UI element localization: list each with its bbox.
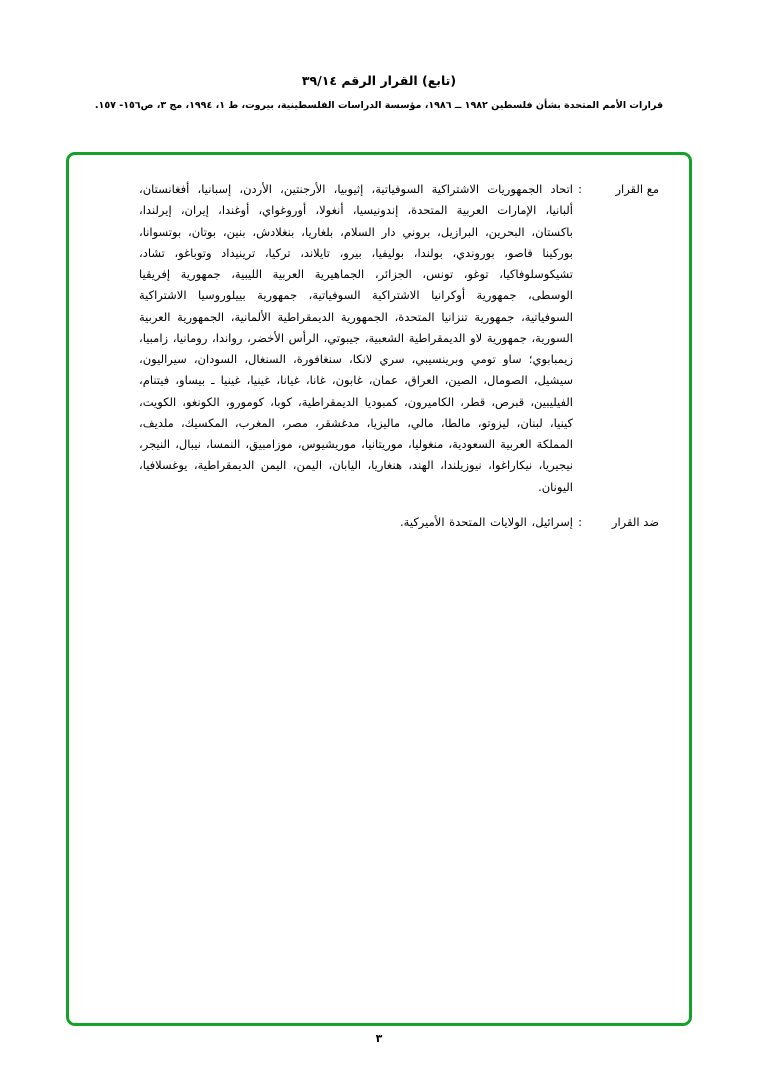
vote-entry-for (139, 179, 659, 498)
page-number: ٣ (375, 1032, 383, 1045)
document-header (0, 72, 758, 113)
page-title: (تابع) القرار الرقم ٣٩/١٤ (301, 73, 457, 88)
vote-entry-against (139, 512, 659, 533)
vote-entry-countries: اتحاد الجمهوريات الاشتراكية السوفياتية، إثيوبيا، الأرجنتين، الأردن، إسبانيا، أفغانستان، ألبانيا، الإمارات العربية المتحدة، إندونيسيا، أنغولا، أوروغواي، أوغندا، إيران، إيرلندا، باكستان، البحرين، البرازيل، بروني دار السلام، بلغاريا، بنغلادش، بنين، بوتان، بوتسوانا، بوركينا فاصو، بوروندي، بولندا، بوليفيا، بيرو، تايلاند، تركيا، ترينيداد وتوباغو، تشاد، تشيكوسلوفاكيا، توغو، تونس، الجزائر، الجماهيرية العربية الليبية، جمهورية إفريقيا الوسطى، جمهورية أوكرانيا الاشتراكية السوفياتية، جمهورية بييلوروسيا الاشتراكية السوفياتية، جمهورية تنزانيا المتحدة، الجمهورية الديمقراطية الألمانية، الجمهورية العربية السورية، جمهورية لاو الديمقراطية الشعبية، جيبوتي، الرأس الأخضر، رواندا، رومانيا، زامبيا، زيمبابوي؛ ساو تومي وبرينسيبي، سري لانكا، سنغافورة، السنغال، السودان، سيراليون، سيشيل، الصومال، الصين، العراق، عمان، غابون، غانا، غيانا، غينيا، غينيا ـ بيساو، فيتنام، الفيليبين، قبرص، قطر، الكاميرون، كمبوديا الديمقراطية، كوبا، كومورو، الكونغو، الكويت، كينيا، لبنان، ليزوتو، مالطا، مالي، ماليزيا، مدغشقر، مصر، المغرب، المكسيك، ملديف، المملكة العربية السعودية، منغوليا، موريتانيا، موريشيوس، موزامبيق، النمسا، نيبال، النيجر، نيجيريا، نيكاراغوا، نيوزيلندا، الهند، هنغاريا، اليابان، اليمن، اليمن الديمقراطية، يوغسلافيا، اليونان. (139, 182, 573, 494)
vote-entry-colon: : (578, 514, 582, 529)
vote-entry-label: ضد القرار (611, 514, 659, 529)
source-citation: قرارات الأمم المتحدة بشأن فلسطين ١٩٨٢ ــ ١٩٨٦، مؤسسة الدراسات الفلسطينية، بيروت، ط ١، ١٩٩٤، مج ٣، ص١٥٦- ١٥٧. (94, 99, 664, 111)
resolution-vote-list (139, 179, 659, 547)
vote-entry-countries: إسرائيل، الولايات المتحدة الأميركية. (400, 514, 573, 529)
vote-entry-label: مع القرار (615, 182, 659, 196)
vote-entry-colon: : (578, 182, 582, 196)
content-frame (66, 152, 692, 1026)
